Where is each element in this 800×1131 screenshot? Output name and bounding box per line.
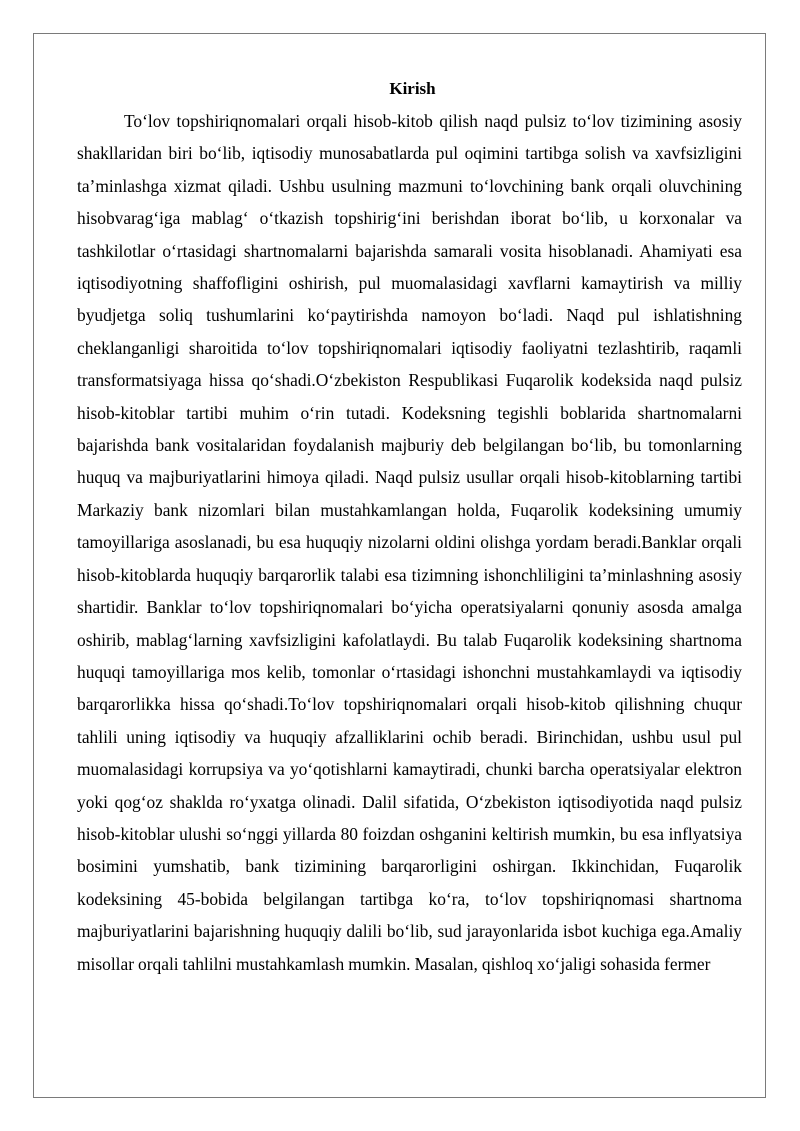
document-body	[77, 73, 742, 980]
body-paragraph: To‘lov topshiriqnomalari orqali hisob-kitob qilish naqd pulsiz to‘lov tizimining asosiy shakllaridan biri bo‘lib, iqtisodiy munosabatlarda pul oqimini tartibga solish va xavfsizligini ta’minlashga xizmat qiladi. Ushbu usulning mazmuni to‘lovchining bank orqali oluvchining hisobvarag‘iga mablag‘ o‘tkazish topshirig‘ini berishdan iborat bo‘lib, u korxonalar va tashkilotlar o‘rtasidagi shartnomalarni bajarishda samarali vosita hisoblanadi. Ahamiyati esa iqtisodiyotning shaffofligini oshirish, pul muomalasidagi xavflarni kamaytirish va milliy byudjetga soliq tushumlarini ko‘paytirishda namoyon bo‘ladi. Naqd pul ishlatishning cheklanganligi sharoitida to‘lov topshiriqnomalari iqtisodiy faoliyatni tezlashtirib, raqamli transformatsiyaga hissa qo‘shadi.O‘zbekiston Respublikasi Fuqarolik kodeksida naqd pulsiz hisob-kitoblar tartibi muhim o‘rin tutadi. Kodeksning tegishli boblarida shartnomalarni bajarishda bank vositalaridan foydalanish majburiy deb belgilangan bo‘lib, bu tomonlarning huquq va majburiyatlarini himoya qiladi. Naqd pulsiz usullar orqali hisob-kitoblarning tartibi Markaziy bank nizomlari bilan mustahkamlangan holda, Fuqarolik kodeksining umumiy tamoyillariga asoslanadi, bu esa huquqiy nizolarni oldini olishga yordam beradi.Banklar orqali hisob-kitoblarda huquqiy barqarorlik talabi esa tizimning ishonchliligini ta’minlashning asosiy shartidir. Banklar to‘lov topshiriqnomalari bo‘yicha operatsiyalarni qonuniy asosda amalga oshirib, mablag‘larning xavfsizligini kafolatlaydi. Bu talab Fuqarolik kodeksining shartnoma huquqi tamoyillariga mos kelib, tomonlar o‘rtasidagi ishonchni mustahkamlaydi va iqtisodiy barqarorlikka hissa qo‘shadi.To‘lov topshiriqnomalari orqali hisob-kitob qilishning chuqur tahlili uning iqtisodiy va huquqiy afzalliklarini ochib beradi. Birinchidan, ushbu usul pul muomalasidagi korrupsiya va yo‘qotishlarni kamaytiradi, chunki barcha operatsiyalar elektron yoki qog‘oz shaklda ro‘yxatga olinadi. Dalil sifatida, O‘zbekiston iqtisodiyotida naqd pulsiz hisob-kitoblar ulushi so‘nggi yillarda 80 foizdan oshganini keltirish mumkin, bu esa inflyatsiya bosimini yumshatib, bank tizimining barqarorligini oshirgan. Ikkinchidan, Fuqarolik kodeksining 45-bobida belgilangan tartibga ko‘ra, to‘lov topshiriqnomasi shartnoma majburiyatlarini bajarishning huquqiy dalili bo‘lib, sud jarayonlarida isbot kuchiga ega.Amaliy misollar orqali tahlilni mustahkamlash mumkin. Masalan, qishloq xo‘jaligi sohasida fermer	[77, 111, 742, 974]
section-title: Kirish	[389, 79, 436, 98]
